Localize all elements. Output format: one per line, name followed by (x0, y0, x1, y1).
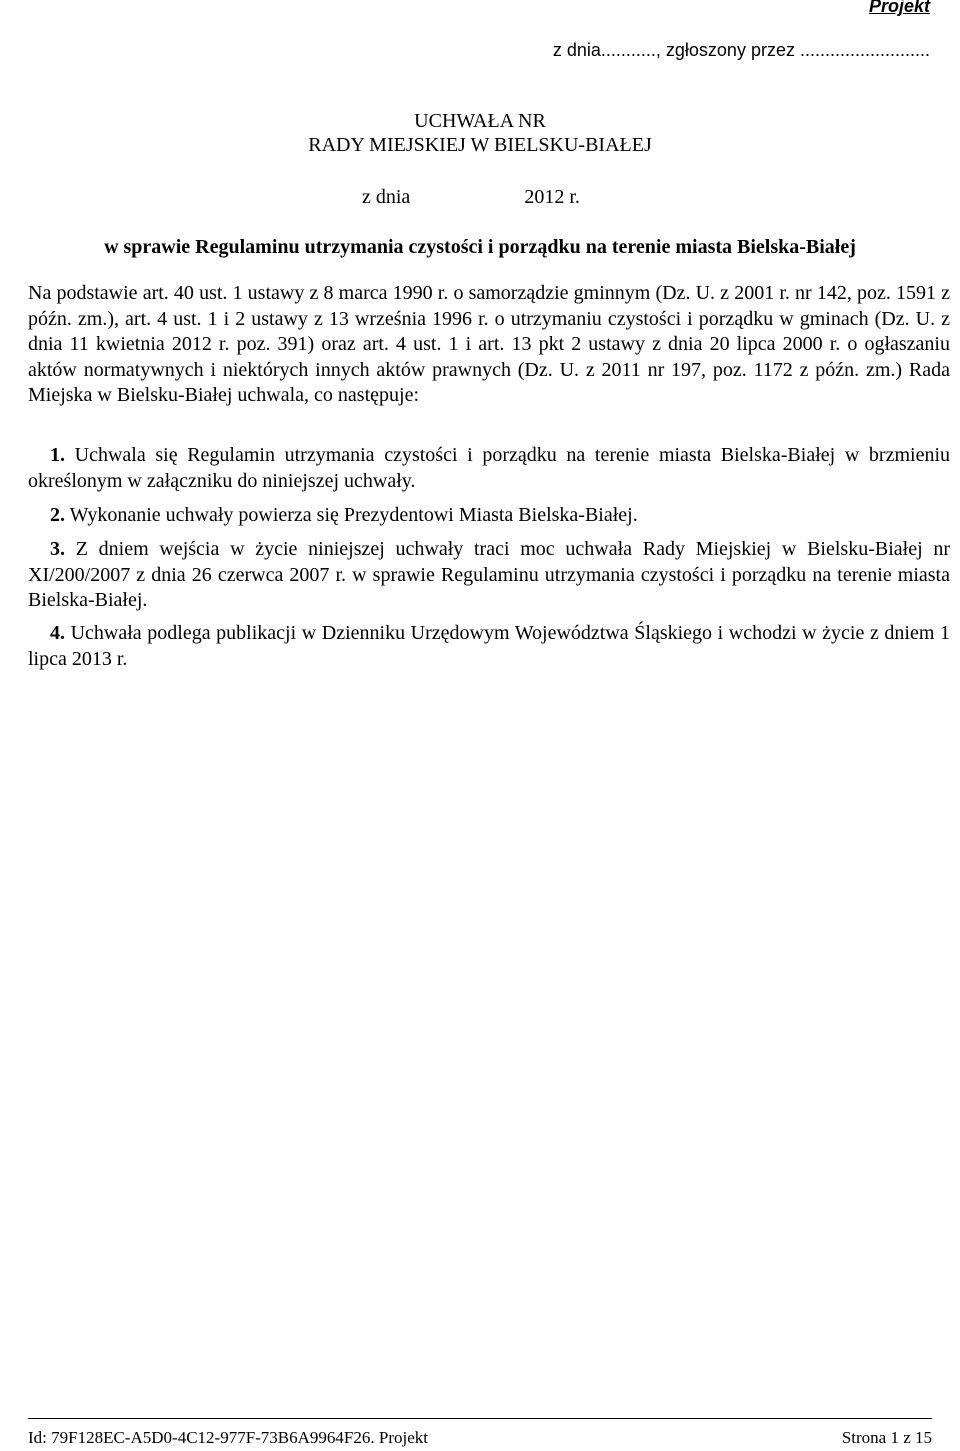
council-name: RADY MIEJSKIEJ W BIELSKU-BIAŁEJ (308, 134, 652, 156)
page-number: Strona 1 z 15 (841, 1428, 932, 1447)
section-text: Z dniem wejścia w życie niniejszej uchwały traci moc uchwała Rady Miejskiej w Bielsku-Białej nr XI/200/2007 z dnia 26 czerwca 2007 r. w sprawie Regulaminu utrzymania czystości i porządku na terenie miasta Bielska-Białej. (28, 538, 951, 611)
date-prefix: z dnia (362, 186, 411, 208)
submission-line: z dnia..........., zgłoszony przez .......................... (552, 40, 930, 60)
preamble: Na podstawie art. 40 ust. 1 ustawy z 8 marca 1990 r. o samorządzie gminnym (Dz. U. z 2001 r. nr 142, poz. 1591 z późn. zm.), art. 4 ust. 1 i 2 ustawy z 13 września 1996 r. o utrzymaniu czystości i porządku w gminach (Dz. U. z dnia 11 kwietnia 2012 r. poz. 391) oraz art. 4 ust. 1 i art. 13 pkt 2 ustawy z dnia 20 lipca 2000 r. o ogłaszaniu aktów normatywnych i niektórych innych aktów prawnych (Dz. U. z 2011 nr 197, poz. 1172 z późn. zm.) Rada Miejska w Bielsku-Białej uchwala, co następuje: (28, 282, 950, 406)
section-1 (28, 443, 950, 494)
section-number: 3. (50, 538, 65, 560)
resolution-subject: w sprawie Regulaminu utrzymania czystości i porządku na terenie miasta Bielska-Białej (104, 236, 856, 258)
section-number: 1. (50, 444, 65, 466)
date-year: 2012 r. (524, 186, 580, 208)
section-3 (28, 537, 950, 614)
projekt-label: Projekt (868, 0, 930, 16)
section-2 (28, 503, 950, 529)
document-id: Id: 79F128EC-A5D0-4C12-977F-73B6A9964F26. Projekt (28, 1428, 428, 1447)
section-text: Uchwala się Regulamin utrzymania czystości i porządku na terenie miasta Bielska-Białej w brzmieniu określonym w załączniku do niniejszej uchwały. (28, 444, 950, 492)
section-number: 4. (50, 622, 65, 644)
resolution-number: UCHWAŁA NR (414, 110, 546, 132)
section-4 (28, 621, 950, 672)
footer-divider (28, 1418, 932, 1419)
section-number: 2. (50, 504, 65, 526)
section-text: Uchwała podlega publikacji w Dzienniku Urzędowym Województwa Śląskiego i wchodzi w życie z dniem 1 lipca 2013 r. (28, 622, 950, 670)
resolution-date (362, 186, 580, 209)
section-text: Wykonanie uchwały powierza się Prezydentowi Miasta Bielska-Białej. (69, 504, 638, 526)
